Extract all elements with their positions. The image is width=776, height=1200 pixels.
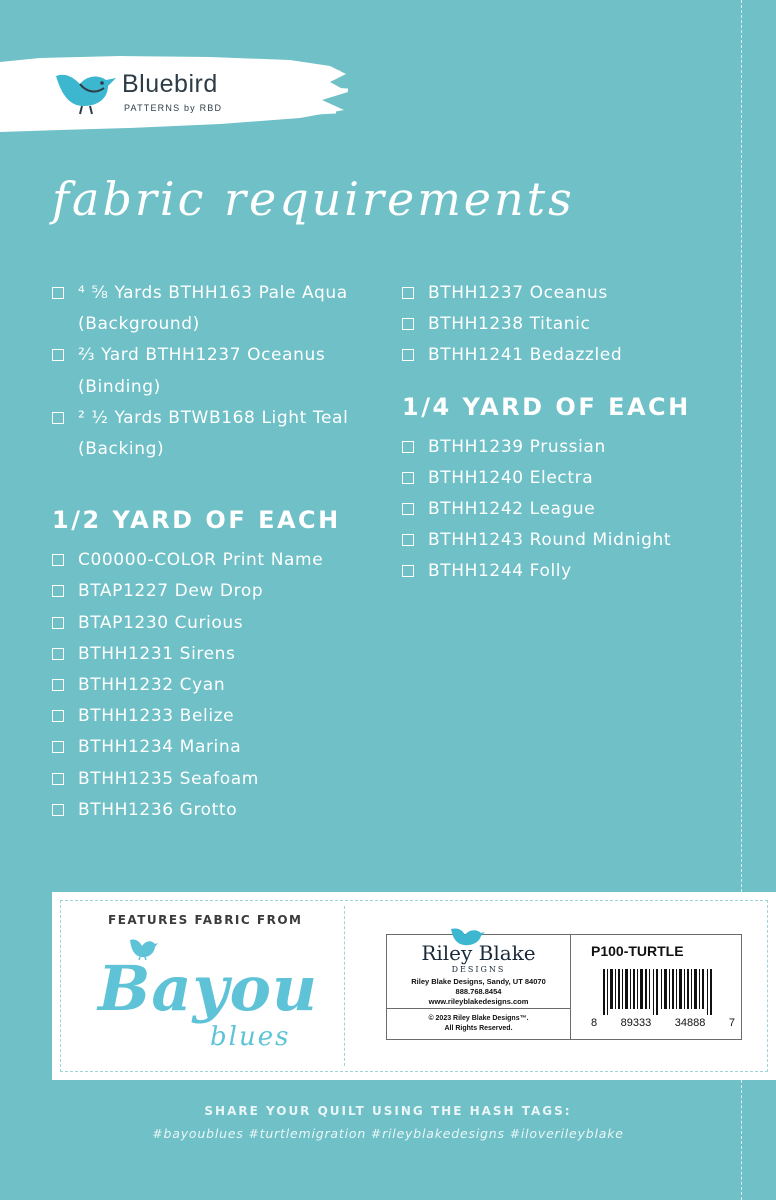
page-heading: fabric requirements (52, 172, 575, 226)
fabric-item (402, 432, 722, 463)
checkbox[interactable] (402, 318, 414, 330)
fabric-label: C00000-COLOR Print Name (78, 550, 324, 571)
fabric-label: BTAP1230 Curious (78, 612, 244, 633)
collection-name: Bayou (98, 952, 319, 1025)
checkbox[interactable] (402, 503, 414, 515)
fabric-item (402, 278, 722, 309)
fabric-item (52, 403, 392, 465)
fabric-label: ² ½ Yards BTWB168 Light Teal (Backing) (78, 407, 349, 460)
fabric-item (52, 639, 392, 670)
fabric-label: BTHH1238 Titanic (428, 314, 591, 335)
fabric-label: BTHH1232 Cyan (78, 675, 226, 696)
fabric-item (52, 670, 392, 701)
fabric-label: BTHH1235 Seafoam (78, 768, 259, 789)
checkbox[interactable] (402, 472, 414, 484)
fabric-item (402, 525, 722, 556)
publisher-block (387, 935, 571, 1039)
fabric-label: ⅔ Yard BTHH1237 Oceanus (Binding) (78, 345, 326, 397)
brand-subtitle: PATTERNS by RBD (124, 103, 223, 113)
checkbox[interactable] (52, 648, 64, 660)
fabric-item (52, 545, 392, 576)
publisher-phone: 888.768.8454 (455, 987, 502, 996)
fabric-item (52, 340, 392, 402)
barcode-digit-group: 34888 (674, 1017, 706, 1029)
barcode-digit-group: 89333 (620, 1017, 652, 1029)
publisher-address: Riley Blake Designs, Sandy, UT 84070 (411, 977, 546, 986)
bluebird-icon (52, 66, 118, 116)
publisher-name: Riley Blake (421, 941, 536, 965)
fabric-item (52, 795, 392, 826)
rights-text: All Rights Reserved. (444, 1025, 513, 1032)
barcode (603, 969, 715, 1015)
fabric-label: BTHH1237 Oceanus (428, 283, 608, 303)
fabric-label: BTHH1244 Folly (428, 561, 572, 582)
share-prompt: SHARE YOUR QUILT USING THE HASH TAGS: (204, 1104, 572, 1118)
fabric-label: BTHH1242 League (428, 499, 596, 520)
trim-line (741, 0, 742, 892)
checkbox[interactable] (52, 710, 64, 722)
fabric-item (52, 764, 392, 795)
publisher-sub: DESIGNS (451, 965, 506, 974)
checkbox[interactable] (402, 349, 414, 361)
third-yard-list (402, 278, 722, 372)
fabric-item (52, 732, 392, 763)
fabric-label: BTHH1231 Sirens (78, 643, 236, 664)
product-sku: P100-TURTLE (591, 943, 684, 959)
fabric-item (52, 608, 392, 639)
features-label: FEATURES FABRIC FROM (108, 913, 303, 927)
fabric-item (402, 340, 722, 371)
fabric-item (52, 278, 392, 340)
fabric-label: BTHH1234 Marina (78, 737, 242, 758)
publisher-info (387, 935, 570, 1009)
right-fabric-column (402, 278, 722, 588)
half-yard-list (52, 545, 392, 826)
hashtags: #bayoublues #turtlemigration #rileyblakedesigns #iloverileyblake (152, 1126, 624, 1141)
copyright-text: © 2023 Riley Blake Designs™. (428, 1015, 529, 1022)
fabric-label: BTAP1227 Dew Drop (78, 581, 264, 602)
fabric-label: BTHH1240 Electra (428, 467, 594, 488)
barcode-digits (591, 1017, 735, 1029)
checkbox[interactable] (52, 773, 64, 785)
checkbox[interactable] (402, 287, 414, 299)
checkbox[interactable] (52, 554, 64, 566)
checkbox[interactable] (402, 534, 414, 546)
checkbox[interactable] (52, 617, 64, 629)
collection-subname: blues (210, 1022, 291, 1052)
checkbox[interactable] (402, 441, 414, 453)
publisher-website: www.rileyblakedesigns.com (428, 997, 529, 1006)
product-label (386, 934, 742, 1040)
checkbox[interactable] (52, 349, 64, 361)
left-fabric-column (52, 278, 392, 826)
fabric-collection-panel (52, 892, 776, 1080)
fabric-item (402, 309, 722, 340)
fabric-label: BTHH1233 Belize (78, 706, 235, 727)
fabric-label: ⁴ ⅝ Yards BTHH163 Pale Aqua (Background) (78, 283, 348, 335)
fabric-label: BTHH1243 Round Midnight (428, 530, 672, 551)
barcode-digit-group: 7 (728, 1017, 735, 1029)
fabric-label: BTHH1236 Grotto (78, 799, 238, 820)
checkbox[interactable] (52, 679, 64, 691)
fabric-item (52, 701, 392, 732)
panel-divider (344, 906, 345, 1066)
fabric-item (402, 463, 722, 494)
checkbox[interactable] (52, 287, 64, 299)
fabric-item (402, 494, 722, 525)
fabric-label: BTHH1241 Bedazzled (428, 345, 623, 366)
brand-name: Bluebird (122, 70, 218, 98)
barcode-digit-group: 8 (591, 1017, 598, 1029)
quarter-yard-list (402, 432, 722, 588)
checkbox[interactable] (402, 565, 414, 577)
checkbox[interactable] (52, 804, 64, 816)
section-title-half-yard: 1/2 YARD OF EACH (52, 506, 341, 535)
section-title-quarter-yard: 1/4 YARD OF EACH (402, 392, 691, 421)
checkbox[interactable] (52, 741, 64, 753)
primary-fabric-list (52, 278, 392, 465)
fabric-item (52, 576, 392, 607)
fabric-item (402, 556, 722, 587)
checkbox[interactable] (52, 585, 64, 597)
fabric-label: BTHH1239 Prussian (428, 436, 606, 457)
checkbox[interactable] (52, 412, 64, 424)
